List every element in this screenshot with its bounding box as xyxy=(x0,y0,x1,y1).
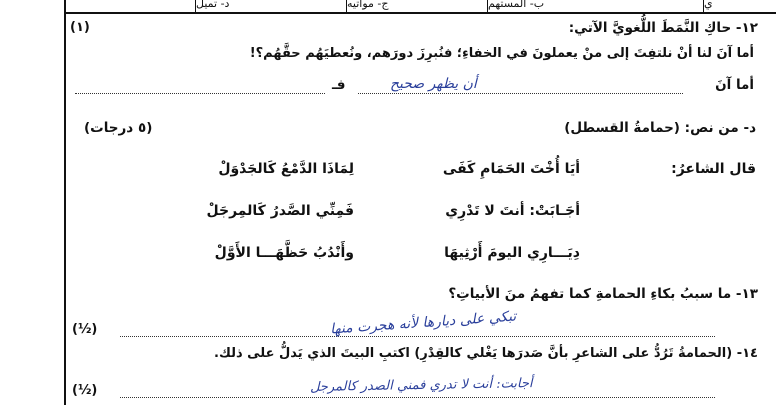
q12-answer-mid: فـ xyxy=(332,77,346,93)
table-cell: ب- المستهم xyxy=(487,0,703,12)
verse-1-first: أيَا أُخْتَ الحَمَامِ كَفَى xyxy=(442,161,580,177)
q12-answer-start: أما آنَ xyxy=(715,77,754,93)
answer-table-strip xyxy=(64,0,776,14)
q13-mark: (½) xyxy=(72,322,98,337)
q13-title: ١٣- ما سببُ بكاءِ الحمامةِ كما تفهمُ منَ الأبياتِ؟ xyxy=(448,286,758,302)
q12-answer-line-2 xyxy=(75,93,325,94)
q12-answer-line xyxy=(358,93,683,94)
q14-mark: (½) xyxy=(72,383,98,398)
table-cell xyxy=(64,0,195,12)
verse-3-first: دِيَـــارِي اليومَ أَرْثِيهَا xyxy=(444,245,580,261)
table-cell: ج- مواتيه xyxy=(346,0,487,12)
q14-title: ١٤- (الحمامةُ تَرُدُّ على الشاعرِ بأنَّ صَدرَها يَغْلي كالقِدْرِ) اكتبِ البيتَ الذي يَدلُّ على ذلك. xyxy=(214,346,758,361)
verse-3-second: وأَنْدُبُ حَظَّهَـــا الأَوَّلْ xyxy=(214,245,354,261)
q12-title: ١٢- حاكِ النَّمَطَ اللُّغويَّ الآتي: xyxy=(568,20,758,36)
verse-2-first: أجَـابَتْ: أنتَ لا تَدْرِي xyxy=(445,203,580,219)
verse-2-second: فَمِنِّي الصَّدرُ كَالمِرجَلْ xyxy=(206,203,354,219)
q13-handwritten-answer: تبكي على ديارها لأنه هجرت منها xyxy=(329,308,517,338)
page-border xyxy=(64,0,66,405)
verse-1-second: لِمَاذَا الدَّمْعُ كَالجَدْوَلْ xyxy=(218,161,354,177)
q12-sentence: أما آنَ لنا أنْ نلتفِتَ إلى منْ يعملونَ في الخفاءِ؛ فنُبرِزَ دورَهم، ونُعطيَهُم حقَّهُم؟! xyxy=(249,46,754,61)
table-cell: د- تميل xyxy=(195,0,346,12)
q12-handwritten-answer: أن يظهر صحيح xyxy=(390,76,477,92)
section-d-marks: (٥ درجات) xyxy=(84,120,153,136)
section-d-heading: د- من نص: (حمامةُ القسطل) xyxy=(564,120,756,136)
table-cell: ي xyxy=(703,0,776,12)
poet-label: قال الشاعرُ: xyxy=(671,161,756,177)
q14-answer-line xyxy=(120,397,715,398)
q13-answer-line xyxy=(120,336,715,337)
q12-mark: (١) xyxy=(70,20,90,35)
q14-handwritten-answer: أجابت: أنت لا تدري فمني الصدر كالمرجل xyxy=(309,376,533,395)
